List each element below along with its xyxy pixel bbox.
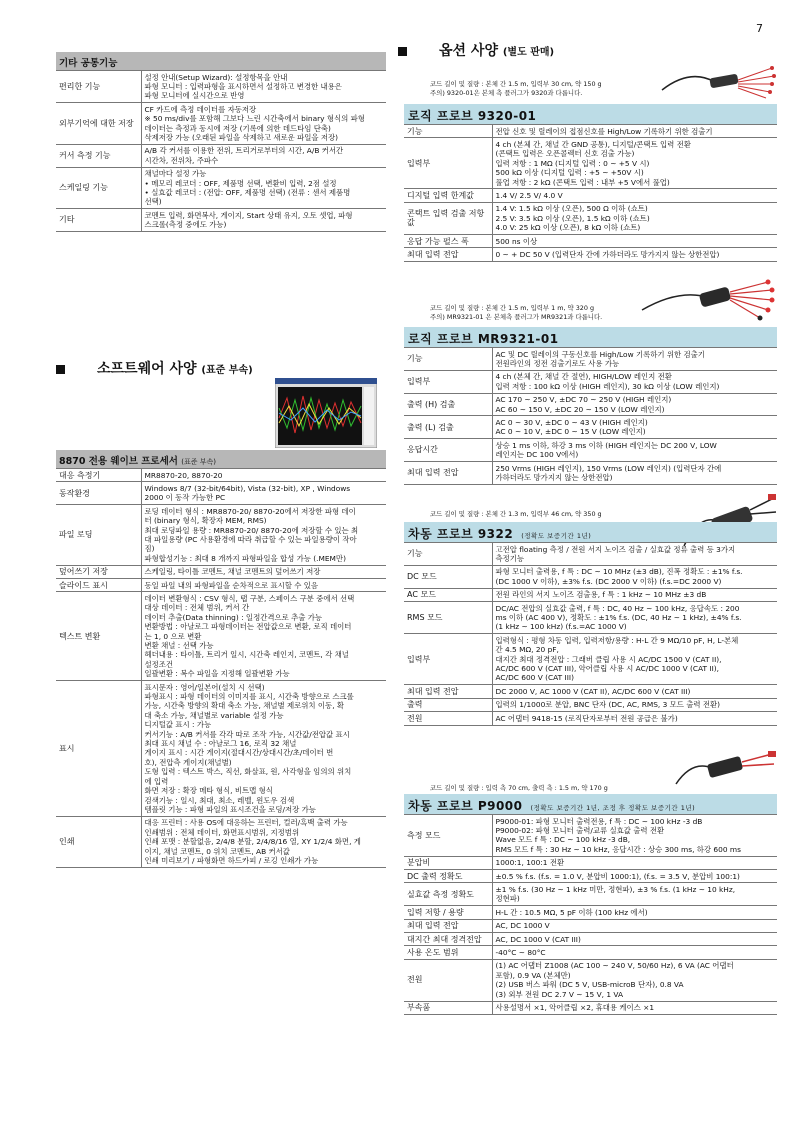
row-value: 로딩 데이터 형식 : MR8870-20/ 8870-20에서 저장한 파형 데이 터 (binary 형식, 확장자 MEM, RMS) 최대 로딩파일 용량 : MR8870-20/ 8870-20에 저장할 수 있는 최 대 파일용량 (PC 사용환경에 따라 취급할 수 있는 파일용량이 작아 짐) 파형합성기능 : 최대 8 개까지 파형파일을 합성 가능 (.MEM만) [141, 505, 386, 565]
row-value: 대응 프린터 : 사용 OS에 대응하는 프린터, 컬러/흑백 출력 가능 인쇄범위 : 전체 데이터, 화면표시범위, 지정범위 인쇄 포맷 : 분할없음, 2/4/8 분할, 2/4/8/16 열, XY 1/2/4 화면, 게 이지, 채널 코멘트, 0 위치 코멘트, AB 커서값 인쇄 미리보기 / 파형화면 하드카피 / 로깅 인쇄가 가능 [141, 816, 386, 867]
row-value: AC, DC 1000 V [492, 919, 777, 932]
row-value: 입력형식 : 평형 차동 입력, 입력저항/용량 : H-L 간 9 MΩ/10 pF, H, L-본체 간 4.5 MΩ, 20 pF, 대지간 최대 정격전압 : 그래버 클립 사용 시 AC/DC 1500 V (CAT II), AC/DC 600 V (CAT III), 악어클립 사용 시 AC/DC 1000 V (CAT II), AC/DC 600 V (CAT III) [492, 634, 777, 685]
mr9321-note: 코드 길이 및 질량 : 본체 간 1.5 m, 입력부 1 m, 약 320 g 주의) MR9321-01 은 본체측 플러그가 MR9321과 다릅니다. [430, 304, 603, 321]
row-label: 응답 가능 펄스 폭 [404, 235, 492, 248]
row-label: 덮어쓰기 저장 [56, 565, 141, 578]
p9322-table [404, 542, 777, 726]
table-row [404, 543, 777, 566]
row-label: 최대 입력 전압 [404, 248, 492, 261]
table-row [404, 712, 777, 725]
options-title: 옵션 사양 (별도 판매) [398, 40, 778, 60]
row-label: 출력 [404, 698, 492, 711]
table-row [404, 189, 777, 202]
table-row [404, 933, 777, 946]
table-row [404, 248, 777, 261]
row-label: 기능 [404, 348, 492, 371]
row-value: 전원 라인의 서지 노이즈 검출용, f 특 : 1 kHz ~ 10 MHz ±3 dB [492, 588, 777, 601]
table-row [56, 469, 386, 482]
row-label: 편리한 기능 [56, 71, 141, 103]
table-row [404, 959, 777, 1001]
row-label: 부속품 [404, 1001, 492, 1014]
row-label: 입력부 [404, 138, 492, 189]
row-label: 기능 [404, 125, 492, 138]
row-value: 4 ch (본체 간, 채널 간 GND 공통), 디지털/콘택트 입력 전환 (콘택트 입력은 오픈콜렉터 신호 검출 가능) 입력 저항 : 1 MΩ (디지털 입력 : 0 ~ +5 V 시) 500 kΩ 이상 (디지털 입력 : +5 ~ +50V 시) 풀업 저항 : 2 kΩ (콘택트 입력 : 내부 +5 V에서 풀업) [492, 138, 777, 189]
row-label: 외부기억에 대한 저장 [56, 103, 141, 145]
table-row [404, 565, 777, 588]
table-row [404, 439, 777, 462]
page-number: 7 [756, 22, 763, 35]
p9322-header: 차동 프로브 9322 (정확도 보증기간 1년) [404, 522, 777, 542]
table-row [56, 565, 386, 578]
row-value: 코멘트 입력, 화면복사, 게이지, Start 상태 유지, 오토 셋업, 파형 스크롤(측정 중에도 가능) [141, 209, 386, 232]
row-value: (1) AC 어댑터 Z1008 (AC 100 ~ 240 V, 50/60 Hz), 6 VA (AC 어댑터 포함), 0.9 VA (본체만) (2) USB 버스 파워 (DC 5 V, USB-microB 단자), 0.8 VA (3) 외부 전원 DC 2.7 V ~ 15 V, 1 VA [492, 959, 777, 1001]
table-row [56, 167, 386, 209]
table-row [404, 235, 777, 248]
row-value: 스케일링, 타이틀 코멘트, 채널 코멘트의 덮어쓰기 저장 [141, 565, 386, 578]
row-value: ±1 % f.s. (30 Hz ~ 1 kHz 미만, 정현파), ±3 % f.s. (1 kHz ~ 10 kHz, 정현파) [492, 883, 777, 906]
row-label: 최대 입력 전압 [404, 685, 492, 698]
row-label: 사용 온도 범위 [404, 946, 492, 959]
row-value: P9000-01: 파형 모니터 출력전용, f 특 : DC ~ 100 kHz -3 dB P9000-02: 파형 모니터 출력/교류 실효값 출력 전환 Wave 모드 f 특 : DC ~ 100 kHz -3 dB, RMS 모드 f 특 : 30 Hz ~ 10 kHz, 응답시간 : 상승 300 ms, 하강 600 ms [492, 815, 777, 857]
row-label: RMS 모드 [404, 602, 492, 634]
row-label: 출력 (L) 검출 [404, 416, 492, 439]
table-row [56, 209, 386, 232]
row-value: -40°C ~ 80°C [492, 946, 777, 959]
differential-probe-p9000-image [672, 750, 778, 788]
row-value: 표시문자 : 영어/일본어(설치 시 선택) 파형표시 : 파형 데이터의 이미지를 표시, 시간축 방향으로 스크롤 가능, 시간축 방향의 확대 축소 가능, 채널별 제로위치 이동, 확 대 축소 가능, 채널별로 variable 설정 가능 디지털값 표시 : 가능 커서기능 : A/B 커서를 각각 따로 조작 가능, 시간값/전압값 표시 최대 표시 채널 수 : 아날로그 16, 로직 32 채널 게이지 표시 : 시간 게이지(절대시간/상대시간/초/데이터 번 호), 전압측 게이지(채널별) 도형 입력 : 텍스트 박스, 직선, 화살표, 원, 사각형을 임의의 위치 에 입력 화면 저장 : 확장 메타 형식, 비트맵 형식 검색기능 : 일시, 최대, 최소, 레벨, 윈도우 검색 템플릿 기능 : 파형 파일의 표시조건을 로딩/저장 가능 [141, 681, 386, 817]
row-value: 전압 신호 및 릴레이의 접점신호를 High/Low 기록하기 위한 검출기 [492, 125, 777, 138]
row-label: 인쇄 [56, 816, 141, 867]
table-row [404, 634, 777, 685]
p9000-header: 차동 프로브 P9000 (정확도 보증기간 1년, 조정 후 정확도 보증기간 1년) [404, 794, 777, 814]
table-row [56, 505, 386, 565]
row-label: 텍스트 변환 [56, 592, 141, 681]
p9322-note: 코드 길이 및 질량 : 본체 간 1.3 m, 입력부 46 cm, 약 350 g [430, 510, 602, 518]
row-value: A/B 각 커서를 이용한 전위, 트리거로부터의 시간, A/B 커서간 시간차, 전위차, 주파수 [141, 144, 386, 167]
table-row [56, 816, 386, 867]
general-functions-header: 기타 공통기능 [56, 52, 386, 70]
mr9321-table [404, 347, 777, 485]
table-row [404, 370, 777, 393]
row-label: 콘택트 입력 검출 저항값 [404, 202, 492, 234]
row-value: H-L 간 : 10.5 MΩ, 5 pF 이하 (100 kHz 에서) [492, 906, 777, 919]
p9000-table [404, 814, 777, 1015]
p9000-section [404, 794, 777, 1015]
left-column [56, 52, 386, 232]
row-label: DC 출력 정확도 [404, 870, 492, 883]
p9322-section [404, 522, 777, 726]
row-value: DC/AC 전압의 실효값 출력, f 특 : DC, 40 Hz ~ 100 kHz, 응답속도 : 200 ms 이하 (AC 400 V), 정확도 : ±1% f.s. (DC, 40 Hz ~ 1 kHz), ±4% f.s. (1 kHz ~ 100 kHz) (f.s.=AC 1000 V) [492, 602, 777, 634]
row-label: 응답시간 [404, 439, 492, 462]
row-label: 기타 [56, 209, 141, 232]
table-row [404, 348, 777, 371]
table-row [404, 393, 777, 416]
row-label: 측정 모드 [404, 815, 492, 857]
row-label: 동작환경 [56, 482, 141, 505]
table-row [56, 579, 386, 592]
logic-probe-9320-image [660, 60, 778, 102]
row-label: 분압비 [404, 856, 492, 869]
p9320-table [404, 124, 777, 262]
mr9321-section [404, 327, 777, 485]
row-label: 디지털 입력 한계값 [404, 189, 492, 202]
row-label: 입력부 [404, 370, 492, 393]
row-value: Windows 8/7 (32-bit/64bit), Vista (32-bit), XP , Windows 2000 이 동작 가능한 PC [141, 482, 386, 505]
row-value: 상승 1 ms 이하, 하강 3 ms 이하 (HIGH 레인지는 DC 200 V, LOW 레인지는 DC 100 V에서) [492, 439, 777, 462]
table-row [404, 856, 777, 869]
row-label: 최대 입력 전압 [404, 919, 492, 932]
row-label: 대응 측정기 [56, 469, 141, 482]
row-value: 0 ~ + DC 50 V (입력단자 간에 가하더라도 망가지지 않는 상한전압) [492, 248, 777, 261]
row-value: 4 ch (본체 간, 채널 간 절연), HIGH/LOW 레인지 전환 입력 저항 : 100 kΩ 이상 (HIGH 레인지), 30 kΩ 이상 (LOW 레인지) [492, 370, 777, 393]
row-value: 고전압 floating 측정 / 전원 서지 노이즈 검출 / 실효값 정류 출력 등 3가지 측정기능 [492, 543, 777, 566]
software-section [56, 450, 386, 868]
row-value: AC 및 DC 릴레이의 구동신호를 High/Low 기록하기 위한 검출기 전원라인의 정전 검출기로도 사용 가능 [492, 348, 777, 371]
row-value: 동일 파일 내의 파형파일을 순차적으로 표시할 수 있음 [141, 579, 386, 592]
p9320-note: 코드 길이 및 질량 : 본체 간 1.5 m, 입력부 30 cm, 약 150 g 주의) 9320-01은 본체 측 플러그가 9320과 다릅니다. [430, 80, 602, 97]
row-value: 1.4 V: 1.5 kΩ 이상 (오픈), 500 Ω 이하 (쇼트) 2.5 V: 3.5 kΩ 이상 (오픈), 1.5 kΩ 이하 (쇼트) 4.0 V: 25 kΩ 이상 (오픈), 8 kΩ 이하 (쇼트) [492, 202, 777, 234]
row-label: 전원 [404, 712, 492, 725]
p9320-header: 로직 프로브 9320-01 [404, 104, 777, 124]
row-value: 사용설명서 ×1, 악어클립 ×2, 휴대용 케이스 ×1 [492, 1001, 777, 1014]
general-functions-table [56, 70, 386, 232]
table-row [404, 906, 777, 919]
row-value: CF 카드에 측정 데이터를 자동저장 ※ 50 ms/div를 포함해 그보다 느린 시간축에서 binary 형식의 파형 데이터는 측정과 동시에 저장 (기록에 의한 데드타임 단축) 삭제저장 가능 (오래된 파일을 삭제하고 새로운 파일을 저장) [141, 103, 386, 145]
row-value: AC 어댑터 9418-15 (로직단자로부터 전원 공급은 불가) [492, 712, 777, 725]
square-bullet-icon [398, 47, 407, 56]
row-label: DC 모드 [404, 565, 492, 588]
table-row [404, 815, 777, 857]
row-value: MR8870-20, 8870-20 [141, 469, 386, 482]
row-value: 설정 안내(Setup Wizard): 설정항목을 안내 파형 모니터 : 입력파형을 표시하면서 설정하고 변경한 내용은 파형 모니터에 실시간으로 반영 [141, 71, 386, 103]
table-row [56, 681, 386, 817]
row-label: 입력 저항 / 용량 [404, 906, 492, 919]
software-title: 소프트웨어 사양 (표준 부속) [56, 358, 386, 378]
row-label: AC 모드 [404, 588, 492, 601]
row-label: 커서 측정 기능 [56, 144, 141, 167]
table-row [404, 202, 777, 234]
table-row [56, 144, 386, 167]
row-label: 대지간 최대 정격전압 [404, 933, 492, 946]
table-row [404, 1001, 777, 1014]
row-label: 스케일링 기능 [56, 167, 141, 209]
table-row [56, 592, 386, 681]
table-row [404, 588, 777, 601]
row-label: 파일 로딩 [56, 505, 141, 565]
row-value: 1.4 V/ 2.5 V/ 4.0 V [492, 189, 777, 202]
row-value: AC 0 ~ 30 V, ±DC 0 ~ 43 V (HIGH 레인지) AC 0 ~ 10 V, ±DC 0 ~ 15 V (LOW 레인지) [492, 416, 777, 439]
table-row [404, 698, 777, 711]
row-value: ±0.5 % f.s. (f.s. = 1.0 V, 분압비 1000:1), (f.s. = 3.5 V, 분압비 100:1) [492, 870, 777, 883]
table-row [404, 883, 777, 906]
row-value: 채널마다 설정 가능 • 메모리 레코더 : OFF, 제품명 선택, 변환비 입력, 2점 설정 • 실효값 레코더 : (전압: OFF, 제품명 선택) (전류 : 센서 제품명 선택) [141, 167, 386, 209]
table-row [404, 125, 777, 138]
row-label: 출력 (H) 검출 [404, 393, 492, 416]
square-bullet-icon [56, 365, 65, 374]
row-value: 500 ns 이상 [492, 235, 777, 248]
row-label: 기능 [404, 543, 492, 566]
row-value: 1000:1, 100:1 전환 [492, 856, 777, 869]
logic-probe-mr9321-image [640, 278, 778, 322]
row-label: 입력부 [404, 634, 492, 685]
row-value: 데이터 변환형식 : CSV 형식, 탭 구분, 스페이스 구분 중에서 선택 대상 데이터 : 전체 범위, 커서 간 데이터 추출(Data thinning) : 일정간격으로 추출 가능 변환방법 : 아날로그 파형데이터는 전압값으로 변환, 로직 데이터 는 1, 0 으로 변환 변환 채널 : 선택 가능 헤더내용 : 타이틀, 트리거 일시, 시간축 레인지, 코멘트, 각 채널 설정조건 일괄변환 : 복수 파일을 지정해 일괄변환 가능 [141, 592, 386, 681]
table-row [56, 71, 386, 103]
row-value: AC 170 ~ 250 V, ±DC 70 ~ 250 V (HIGH 레인지) AC 60 ~ 150 V, ±DC 20 ~ 150 V (LOW 레인지) [492, 393, 777, 416]
software-screenshot-image [275, 378, 377, 448]
row-value: 250 Vrms (HIGH 레인지), 150 Vrms (LOW 레인지) (입력단자 간에 가하더라도 망가지지 않는 상한전압) [492, 462, 777, 485]
row-label: 표시 [56, 681, 141, 817]
row-label: 최대 입력 전압 [404, 462, 492, 485]
row-value: AC, DC 1000 V (CAT III) [492, 933, 777, 946]
table-row [56, 103, 386, 145]
table-row [404, 685, 777, 698]
p9320-section [404, 104, 777, 262]
row-value: 입력의 1/1000로 분압, BNC 단자 (DC, AC, RMS, 3 모드 출력 전환) [492, 698, 777, 711]
wave-processor-header: 8870 전용 웨이브 프로세서 (표준 부속) [56, 450, 386, 468]
table-row [404, 462, 777, 485]
table-row [404, 138, 777, 189]
table-row [56, 482, 386, 505]
row-label: 슬라이드 표시 [56, 579, 141, 592]
table-row [404, 416, 777, 439]
mr9321-header: 로직 프로브 MR9321-01 [404, 327, 777, 347]
row-label: 실효값 측정 정확도 [404, 883, 492, 906]
row-label: 전원 [404, 959, 492, 1001]
table-row [404, 602, 777, 634]
table-row [404, 919, 777, 932]
row-value: DC 2000 V, AC 1000 V (CAT II), AC/DC 600 V (CAT III) [492, 685, 777, 698]
table-row [404, 946, 777, 959]
p9000-note: 코드 길이 및 질량 : 입력 측 70 cm, 출력 측 : 1.5 m, 약 170 g [430, 784, 608, 792]
table-row [404, 870, 777, 883]
row-value: 파형 모니터 출력용, f 특 : DC ~ 10 MHz (±3 dB), 진폭 정확도 : ±1% f.s. (DC 1000 V 이하), ±3% f.s. (DC 2000 V 이하) (f.s.=DC 2000 V) [492, 565, 777, 588]
wave-processor-table [56, 468, 386, 868]
